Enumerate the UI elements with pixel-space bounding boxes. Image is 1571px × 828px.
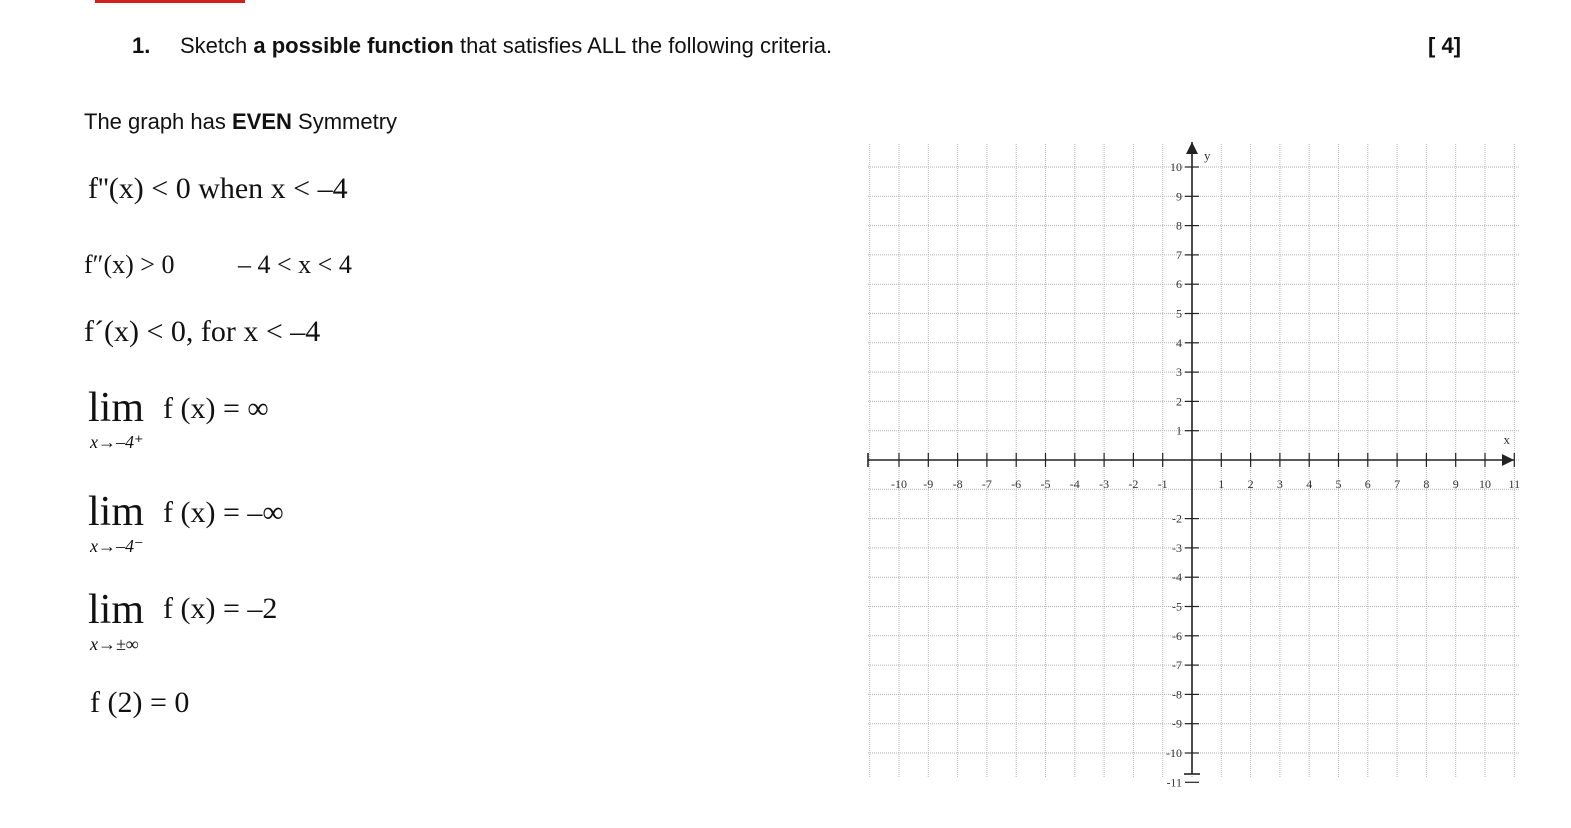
limit-2-word: lim bbox=[88, 489, 145, 535]
y-tick-label: -9 bbox=[1172, 716, 1182, 731]
x-tick-label: -2 bbox=[1128, 477, 1139, 491]
y-tick-label: 7 bbox=[1176, 247, 1182, 262]
criterion-root: f (2) = 0 bbox=[90, 686, 190, 719]
y-tick-label: 2 bbox=[1176, 394, 1182, 409]
x-tick-label: -7 bbox=[981, 477, 992, 491]
criterion-concave-down: f''(x) < 0 when x < –4 bbox=[88, 172, 348, 205]
x-tick-label: 5 bbox=[1335, 477, 1342, 491]
question-number: 1. bbox=[132, 33, 151, 58]
x-tick-label: -1 bbox=[1157, 477, 1168, 491]
header-accent-bar bbox=[95, 0, 245, 3]
x-tick-label: 11 bbox=[1508, 477, 1521, 491]
symmetry-text-end: Symmetry bbox=[291, 109, 398, 134]
question-text-start: Sketch bbox=[180, 33, 254, 58]
x-tick-label: -3 bbox=[1099, 477, 1110, 491]
y-tick-label: 6 bbox=[1176, 277, 1182, 292]
y-tick-label: -2 bbox=[1172, 511, 1182, 526]
x-tick-label: -6 bbox=[1011, 477, 1022, 491]
x-tick-label: 2 bbox=[1247, 477, 1254, 491]
x-tick-label: -4 bbox=[1069, 477, 1080, 491]
x-tick-label: 3 bbox=[1276, 477, 1283, 491]
y-tick-label: -5 bbox=[1172, 599, 1182, 614]
y-tick-label: -3 bbox=[1172, 540, 1182, 555]
limit-1-subscript: x→–4⁺ bbox=[90, 432, 144, 452]
y-axis-label: y bbox=[1204, 148, 1211, 163]
y-tick-label: 8 bbox=[1176, 218, 1182, 233]
limit-3-subscript: x→±∞ bbox=[90, 634, 139, 654]
x-tick-label: 10 bbox=[1479, 477, 1491, 491]
symmetry-text-emphasis: EVEN bbox=[231, 109, 292, 134]
limit-1-word: lim bbox=[88, 385, 145, 431]
y-tick-label: -8 bbox=[1172, 687, 1182, 702]
y-tick-label: -11 bbox=[1166, 775, 1182, 788]
x-tick-label: -9 bbox=[923, 477, 934, 491]
x-tick-label: -5 bbox=[1040, 477, 1051, 491]
x-tick-label: 1 bbox=[1218, 477, 1225, 491]
x-axis-label: x bbox=[1503, 432, 1510, 447]
y-tick-label: 1 bbox=[1176, 423, 1182, 438]
y-tick-label: -6 bbox=[1172, 628, 1182, 643]
y-tick-label: 3 bbox=[1176, 365, 1182, 380]
y-tick-label: 5 bbox=[1176, 306, 1182, 321]
limit-2-expression: f (x) = –∞ bbox=[163, 496, 284, 529]
y-tick-label: 9 bbox=[1176, 189, 1182, 204]
x-tick-label: 8 bbox=[1423, 477, 1430, 491]
symmetry-text-start: The graph has bbox=[84, 109, 232, 134]
criterion-concave-up-interval: – 4 < x < 4 bbox=[238, 250, 352, 279]
limit-1-expression: f (x) = ∞ bbox=[163, 392, 269, 425]
x-tick-label: 7 bbox=[1394, 477, 1401, 491]
limit-3-word: lim bbox=[88, 587, 145, 633]
symmetry-statement bbox=[84, 109, 397, 135]
y-tick-label: -4 bbox=[1172, 570, 1182, 585]
y-tick-label: 4 bbox=[1176, 335, 1182, 350]
x-tick-label: 9 bbox=[1452, 477, 1459, 491]
question-text bbox=[180, 33, 832, 59]
x-tick-label: 6 bbox=[1364, 477, 1371, 491]
x-tick-label: -8 bbox=[952, 477, 963, 491]
coordinate-grid[interactable] bbox=[860, 138, 1530, 788]
y-tick-label: 10 bbox=[1170, 160, 1182, 174]
y-tick-label: -7 bbox=[1172, 658, 1182, 673]
y-tick-label: -10 bbox=[1166, 746, 1182, 760]
question-text-emphasis: a possible function bbox=[253, 33, 454, 58]
criterion-decreasing: f´(x) < 0, for x < –4 bbox=[84, 315, 321, 348]
criterion-concave-up: f″(x) > 0 bbox=[84, 250, 175, 279]
limit-3-expression: f (x) = –2 bbox=[163, 592, 278, 625]
x-tick-label: -10 bbox=[891, 477, 907, 491]
x-axis-arrow-icon bbox=[1502, 454, 1514, 466]
question-marks: [ 4] bbox=[1428, 33, 1461, 58]
y-axis-arrow-icon bbox=[1186, 142, 1198, 154]
question-text-end: that satisfies ALL the following criteria. bbox=[453, 33, 833, 58]
x-tick-label: 4 bbox=[1306, 477, 1313, 491]
limit-2-subscript: x→–4⁻ bbox=[90, 536, 144, 556]
